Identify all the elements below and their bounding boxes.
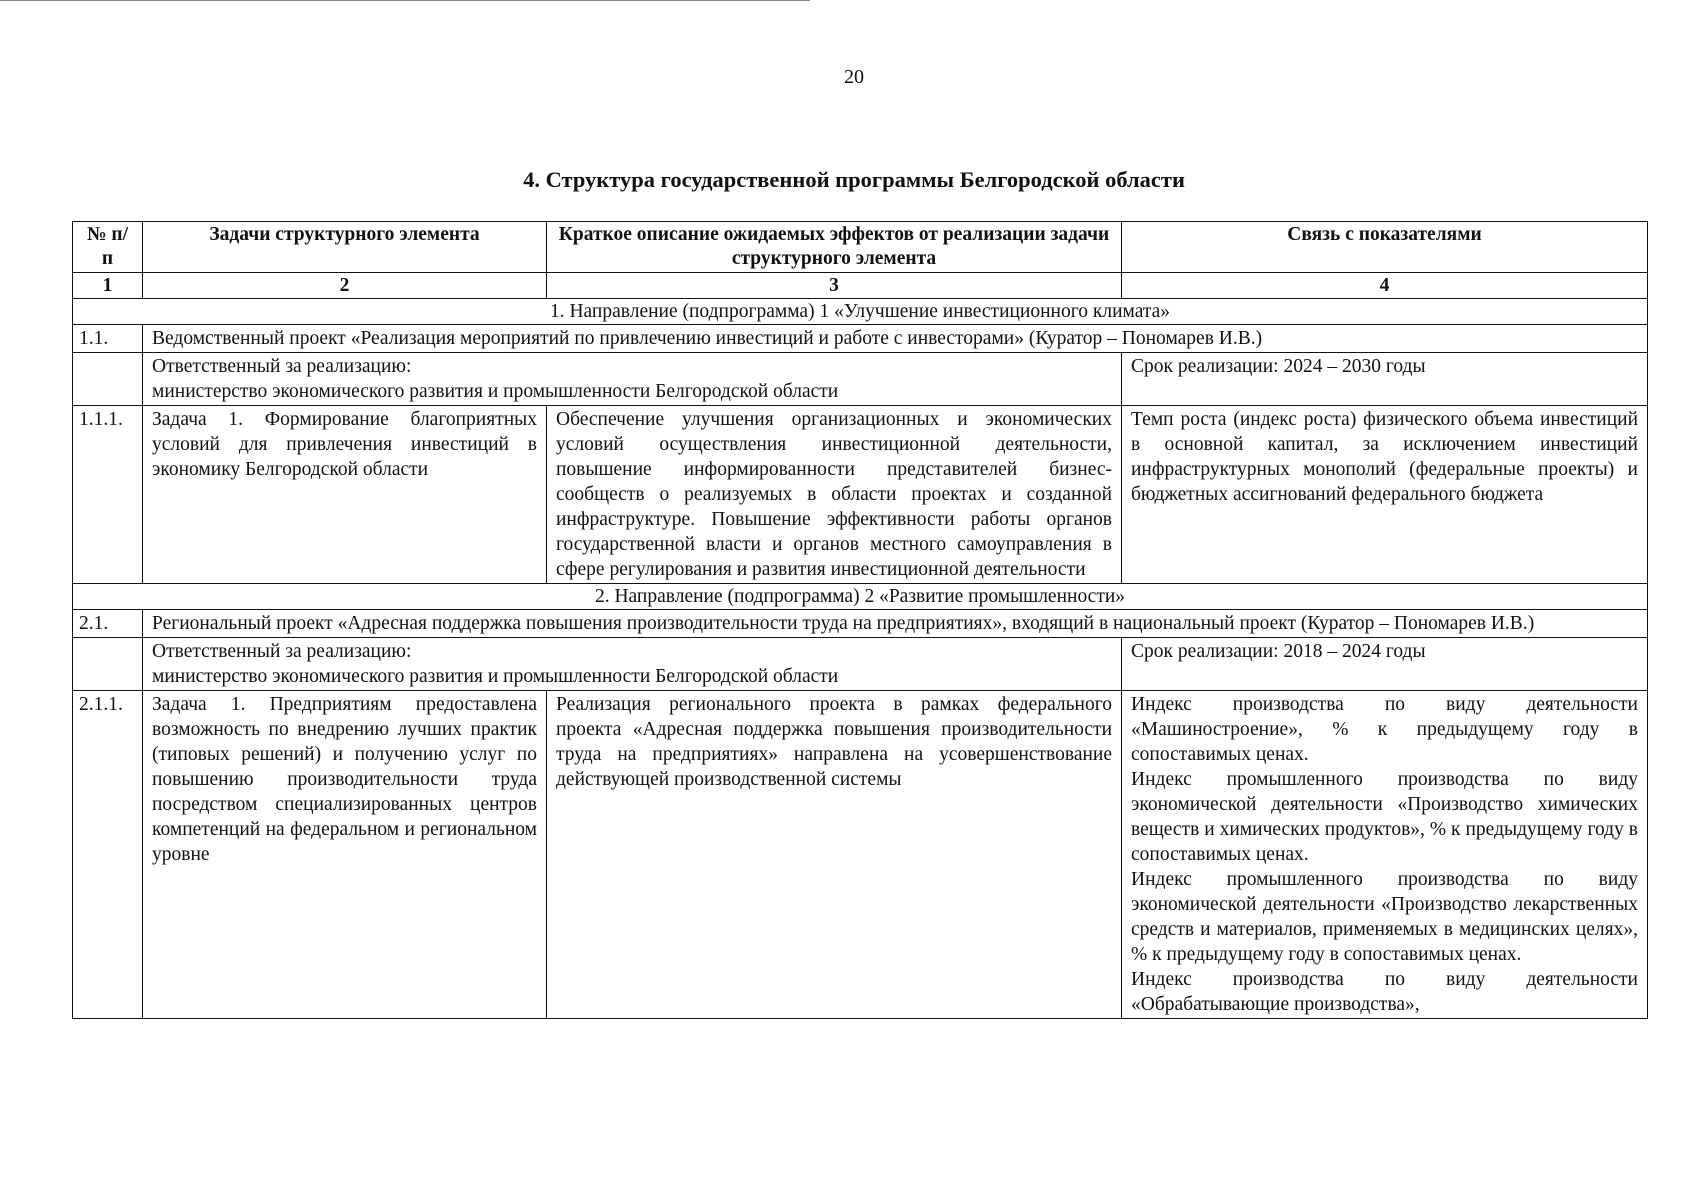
- responsible-cell: [143, 353, 1122, 406]
- indicator: Индекс промышленного производства по виду экономической деятельности «Производство химических веществ и химических продуктов», % к предыдущему году в сопоставимых ценах.: [1131, 769, 1638, 865]
- column-number-row: [73, 273, 1648, 299]
- project-number: 2.1.: [73, 610, 143, 638]
- project-row-2: [73, 610, 1648, 638]
- task-indicators: [1122, 406, 1648, 584]
- project-title: Региональный проект «Адресная поддержка повышения производительности труда на предприятиях», входящий в национальный проект (Куратор – Пономарев И.В.): [143, 610, 1648, 638]
- task-row-2: [73, 691, 1648, 1019]
- header-col-effects: Краткое описание ожидаемых эффектов от реализации задачи структурного элемента: [547, 222, 1122, 273]
- indicator: Индекс производства по виду деятельности «Машиностроение», % к предыдущему году в сопоставимых ценах.: [1131, 694, 1638, 765]
- project-title: Ведомственный проект «Реализация мероприятий по привлечению инвестиций и работе с инвесторами» (Куратор – Пономарев И.В.): [143, 325, 1648, 353]
- implementation-period: Срок реализации: 2024 – 2030 годы: [1122, 353, 1648, 406]
- responsible-label: Ответственный за реализацию:: [152, 356, 412, 377]
- responsible-cell: [143, 638, 1122, 691]
- direction-title: 2. Направление (подпрограмма) 2 «Развитие промышленности»: [73, 584, 1648, 610]
- task-number: 2.1.1.: [73, 691, 143, 1019]
- task-number: 1.1.1.: [73, 406, 143, 584]
- indicator: Индекс производства по виду деятельности «Обрабатывающие производства»,: [1131, 969, 1638, 1015]
- responsible-organization: министерство экономического развития и промышленности Белгородской области: [152, 666, 839, 687]
- direction-row-1: [73, 299, 1648, 325]
- header-col-tasks: Задачи структурного элемента: [143, 222, 547, 273]
- page-number: 20: [844, 66, 864, 88]
- structure-table: [72, 221, 1648, 1019]
- direction-row-2: [73, 584, 1648, 610]
- column-number-1: 1: [73, 273, 143, 299]
- task-effect: Обеспечение улучшения организационных и экономических условий осуществления инвестиционной деятельности, повышение информированности представителей бизнес-сообществ о реализуемых в области проектах и созданной инфраструктуре. Повышение эффективности работы органов государственной власти и органов местного самоуправления в сфере регулирования и развития инвестиционной деятельности: [547, 406, 1122, 584]
- header-col-indicators: Связь с показателями: [1122, 222, 1648, 273]
- task-indicators: [1122, 691, 1648, 1019]
- indicator: Индекс промышленного производства по виду экономической деятельности «Производство лекарственных средств и материалов, применяемых в медицинских целях», % к предыдущему году в сопоставимых ценах.: [1131, 869, 1638, 965]
- task-effect: Реализация регионального проекта в рамках федерального проекта «Адресная поддержка повышения производительности труда на предприятиях» направлена на усовершенствование действующей производственной системы: [547, 691, 1122, 1019]
- scan-edge-line: [0, 0, 810, 1]
- column-number-4: 4: [1122, 273, 1648, 299]
- empty-cell: [73, 353, 143, 406]
- responsible-row-1: [73, 353, 1648, 406]
- project-row-1: [73, 325, 1648, 353]
- implementation-period: Срок реализации: 2018 – 2024 годы: [1122, 638, 1648, 691]
- task-row-1: [73, 406, 1648, 584]
- responsible-row-2: [73, 638, 1648, 691]
- column-number-3: 3: [547, 273, 1122, 299]
- header-col-number: № п/п: [73, 222, 143, 273]
- responsible-organization: министерство экономического развития и промышленности Белгородской области: [152, 381, 839, 402]
- direction-title: 1. Направление (подпрограмма) 1 «Улучшение инвестиционного климата»: [73, 299, 1648, 325]
- page-title: 4. Структура государственной программы Белгородской области: [523, 167, 1185, 192]
- column-number-2: 2: [143, 273, 547, 299]
- header-row: [73, 222, 1648, 273]
- task-text: Задача 1. Формирование благоприятных условий для привлечения инвестиций в экономику Белгородской области: [143, 406, 547, 584]
- responsible-label: Ответственный за реализацию:: [152, 641, 412, 662]
- empty-cell: [73, 638, 143, 691]
- task-text: Задача 1. Предприятиям предоставлена возможность по внедрению лучших практик (типовых решений) и получению услуг по повышению производительности труда посредством специализированных центров компетенций на федеральном и региональном уровне: [143, 691, 547, 1019]
- project-number: 1.1.: [73, 325, 143, 353]
- indicator: Темп роста (индекс роста) физического объема инвестиций в основной капитал, за исключением инвестиций инфраструктурных монополий (федеральные проекты) и бюджетных ассигнований федерального бюджета: [1131, 409, 1638, 505]
